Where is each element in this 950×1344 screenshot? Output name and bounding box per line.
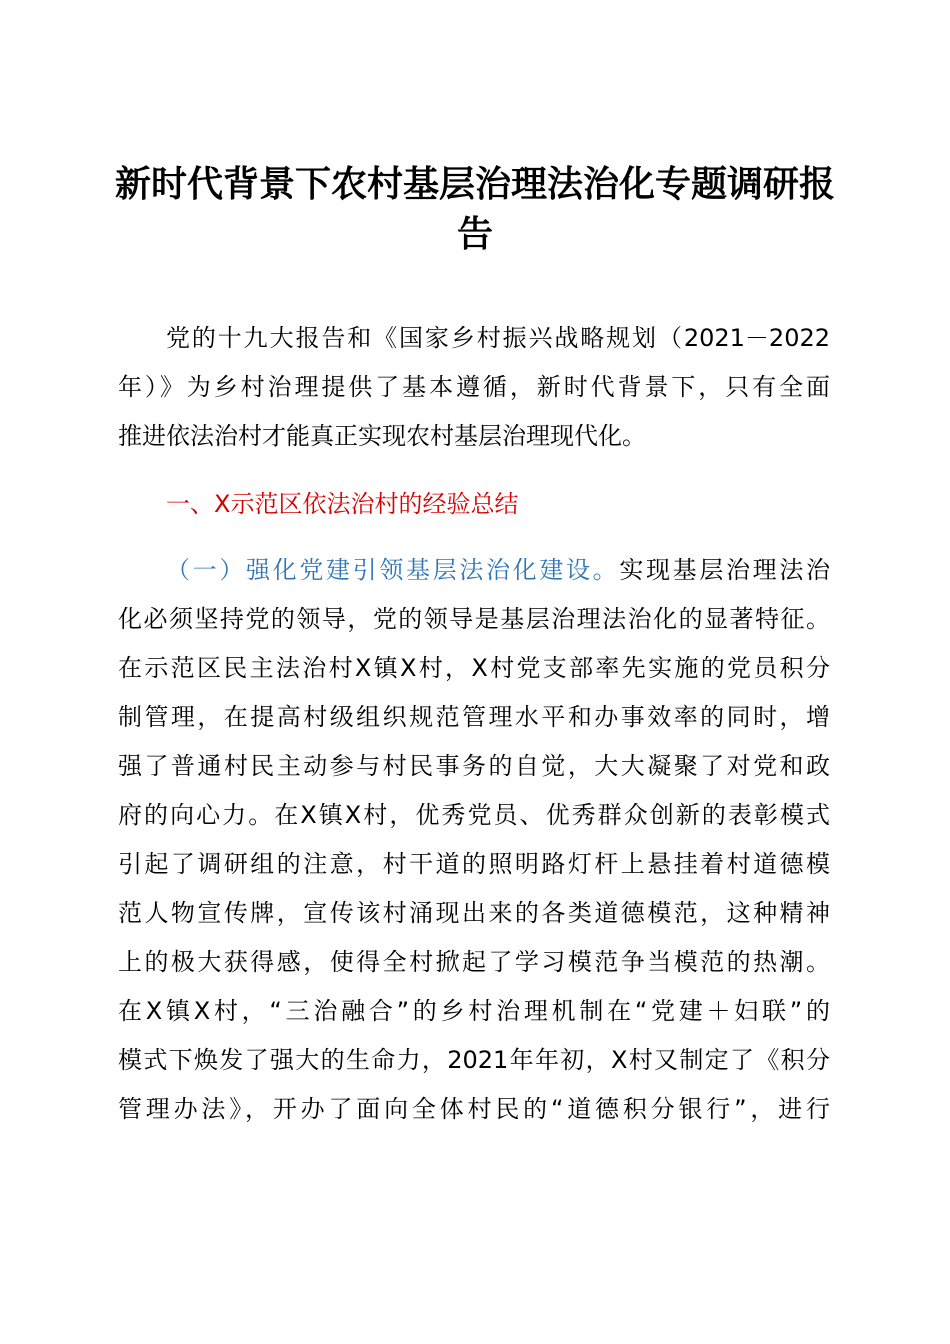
body-paragraph-line-12: 管理办法》，开办了面向全体村民的“道德积分银行”，进行 <box>118 1095 830 1123</box>
body-paragraph-line-1 <box>166 552 830 588</box>
document-title-line-2: 告 <box>456 213 493 255</box>
intro-paragraph-line-3: 推进依法治村才能真正实现农村基层治理现代化。 <box>118 422 646 450</box>
body-paragraph-line-11: 模式下焕发了强大的生命力，2021年年初，X村又制定了《积分 <box>118 1046 830 1074</box>
body-paragraph-line-5: 强了普通村民主动参与村民事务的自觉，大大凝聚了对党和政 <box>118 752 830 780</box>
intro-paragraph-line-1: 党的十九大报告和《国家乡村振兴战略规划（2021－2022 <box>166 324 830 352</box>
body-paragraph-line-4: 制管理，在提高村级组织规范管理水平和办事效率的同时，增 <box>118 703 830 731</box>
document-title-line-1: 新时代背景下农村基层治理法治化专题调研报 <box>114 163 835 205</box>
section-heading-1: 一、X示范区依法治村的经验总结 <box>166 490 519 518</box>
body-paragraph-line-1-text: 实现基层治理法治 <box>619 556 831 584</box>
body-paragraph-line-8: 范人物宣传牌，宣传该村涌现出来的各类道德模范，这种精神 <box>118 899 830 927</box>
body-paragraph-line-7: 引起了调研组的注意，村干道的照明路灯杆上悬挂着村道德模 <box>118 850 830 878</box>
body-paragraph-line-10: 在X镇X村，“三治融合”的乡村治理机制在“党建＋妇联”的 <box>118 997 830 1025</box>
body-paragraph-line-3: 在示范区民主法治村X镇X村，X村党支部率先实施的党员积分 <box>118 654 830 682</box>
subsection-heading-1: （一）强化党建引领基层法治化建设。 <box>166 556 620 584</box>
body-paragraph-line-2: 化必须坚持党的领导，党的领导是基层治理法治化的显著特征。 <box>118 605 830 633</box>
body-paragraph-line-9: 上的极大获得感，使得全村掀起了学习模范争当模范的热潮。 <box>118 948 830 976</box>
body-paragraph-line-6: 府的向心力。在X镇X村，优秀党员、优秀群众创新的表彰模式 <box>118 801 830 829</box>
intro-paragraph-line-2: 年）》为乡村治理提供了基本遵循，新时代背景下，只有全面 <box>118 373 830 401</box>
